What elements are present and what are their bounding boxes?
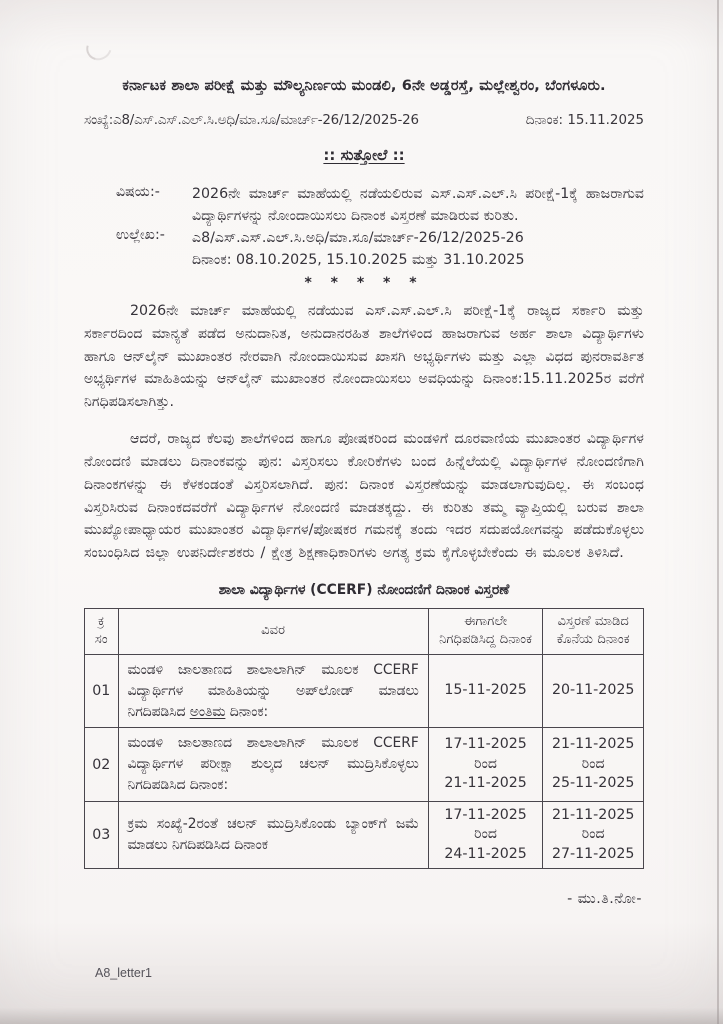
reference-label: ಉಲ್ಲೇಖ:- <box>116 227 165 243</box>
table-row <box>85 728 644 801</box>
header-serial-no: ಕ್ರ ಸಂ <box>85 608 119 654</box>
letter-date: ದಿನಾಂಕ: 15.11.2025 <box>525 113 644 128</box>
row-extended-date <box>543 654 644 727</box>
header-details: ವಿವರ <box>118 608 428 654</box>
row-serial: 01 <box>85 654 119 727</box>
letter-number: ಸಂಖ್ಯೆ:ಎ8/ಎಸ್.ಎಸ್.ಎಲ್.ಸಿ.ಅಧಿ/ಮಾ.ಸೂ/ಮಾರ್ಚ್-26/12/2025-26 <box>84 113 419 128</box>
row-previous-date <box>428 654 543 727</box>
description-text: ಮಂಡಳಿ ಜಾಲತಾಣದ ಶಾಲಾಲಾಗಿನ್ ಮೂಲಕ CCERF ವಿದ್ಯಾರ್ಥಿಗಳ ಮಾಹಿತಿಯನ್ನು ಅಪ್‌ಲೋಡ್ ಮಾಡಲು ನಿಗದಿಪಡಿಸಿದ <box>127 661 419 720</box>
reference-line-1: ಎ8/ಎಸ್.ಎಸ್.ಎಲ್.ಸಿ.ಅಧಿ/ಮಾ.ಸೂ/ಮಾರ್ಚ್-26/12/2025-26 <box>192 230 524 246</box>
date-line: 21-11-2025 <box>551 736 635 753</box>
row-extended-date <box>543 801 644 869</box>
body-paragraph-2: ಆದರೆ, ರಾಜ್ಯದ ಕೆಲವು ಶಾಲೆಗಳಿಂದ ಹಾಗೂ ಪೋಷಕರಿಂದ ಮಂಡಳಿಗೆ ದೂರವಾಣಿಯ ಮುಖಾಂತರ ವಿದ್ಯಾರ್ಥಿಗಳ ನೋಂದಣಿ ಮಾಡಲು ದಿನಾಂಕವನ್ನು ಪುನ: ವಿಸ್ತರಿಸಲು ಕೋರಿಕೆಗಳು ಬಂದ ಹಿನ್ನೆಲೆಯಲ್ಲಿ ವಿದ್ಯಾರ್ಥಿಗಳ ನೋಂದಣಿಗಾಗಿ ದಿನಾಂಕಗಳನ್ನು ಈ ಕೆಳಕಂಡಂತೆ ವಿಸ್ತರಿಸಲಾಗಿದೆ. ಪುನ: ದಿನಾಂಕ ವಿಸ್ತರಣೆಯನ್ನು ಮಾಡಲಾಗುವುದಿಲ್ಲ. ಈ ಸಂಬಂಧ ವಿಸ್ತರಿಸಿರುವ ದಿನಾಂಕದವರೆಗೆ ವಿದ್ಯಾರ್ಥಿಗಳ ನೋಂದಣಿ ಮಾಡತಕ್ಕದ್ದು. ಈ ಕುರಿತು ತಮ್ಮ ವ್ಯಾಪ್ತಿಯಲ್ಲಿ ಬರುವ ಶಾಲಾ ಮುಖ್ಯೋಪಾಧ್ಯಾಯರ ಮುಖಾಂತರ ವಿದ್ಯಾರ್ಥಿಗಳ/ಪೋಷಕರ ಗಮನಕ್ಕೆ ತಂದು ಇದರ ಸದುಪಯೋಗವನ್ನು ಪಡೆದುಕೊಳ್ಳಲು ಸಂಬಂಧಿಸಿದ ಜಿಲ್ಲಾ ಉಪನಿರ್ದೇಶಕರು / ಕ್ಷೇತ್ರ ಶಿಕ್ಷಣಾಧಿಕಾರಿಗಳು ಅಗತ್ಯ ಕ್ರಮ ಕೈಗೊಳ್ಳಬೇಕೆಂದು ಈ ಮೂಲಕ ತಿಳಿಸಿದೆ. <box>84 431 644 562</box>
subject-label: ವಿಷಯ:- <box>116 184 160 200</box>
organization-title: ಕರ್ನಾಟಕ ಶಾಲಾ ಪರೀಕ್ಷೆ ಮತ್ತು ಮೌಲ್ಯನಿರ್ಣಯ ಮಂಡಲಿ, 6ನೇ ಅಡ್ಡರಸ್ತೆ, ಮಲ್ಲೇಶ್ವರಂ, ಬೆಂಗಳೂರು. <box>122 77 606 94</box>
date-line: ರಿಂದ <box>581 826 605 843</box>
reference-row <box>116 227 644 271</box>
date-line: 17-11-2025 <box>444 736 527 753</box>
reference-number-row <box>84 113 644 128</box>
circular-title: :: ಸುತ್ತೋಲೆ :: <box>323 146 405 164</box>
date-line: 27-11-2025 <box>551 845 635 862</box>
table-row <box>85 654 644 727</box>
date-line: ರಿಂದ <box>474 755 498 772</box>
description-text: ಕ್ರಮ ಸಂಖ್ಯೆ-2ರಂತೆ ಚಲನ್ ಮುದ್ರಿಸಿಕೊಂಡು ಬ್ಯಾಂಕ್‌ಗೆ ಜಮೆ ಮಾಡಲು ನಿಗದಿಪಡಿಸಿದ ದಿನಾಂಕ <box>127 816 419 853</box>
date-line: 21-11-2025 <box>551 806 635 823</box>
table-row <box>85 801 644 869</box>
reference-line-2: ದಿನಾಂಕ: 08.10.2025, 15.10.2025 ಮತ್ತು 31.10.2025 <box>192 252 525 268</box>
row-previous-date <box>428 801 543 869</box>
row-description <box>118 654 428 727</box>
date-line: 25-11-2025 <box>551 775 635 792</box>
subject-reference-block <box>84 184 644 271</box>
header-previous-date: ಈಗಾಗಲೇ ನಿಗಧಿಪಡಿಸಿದ್ದ ದಿನಾಂಕ <box>428 608 543 654</box>
row-previous-date <box>428 728 543 801</box>
row-description <box>118 728 428 801</box>
row-serial: 03 <box>85 801 119 869</box>
pen-scan-mark <box>82 31 117 65</box>
body-paragraph-1: 2026ನೇ ಮಾರ್ಚ್ ಮಾಹೆಯಲ್ಲಿ ನಡೆಯುವ ಎಸ್.ಎಸ್.ಎಲ್.ಸಿ ಪರೀಕ್ಷೆ-1ಕ್ಕೆ ರಾಜ್ಯದ ಸರ್ಕಾರಿ ಮತ್ತು ಸರ್ಕಾರದಿಂದ ಮಾನ್ಯತೆ ಪಡೆದ ಅನುದಾನಿತ, ಅನುದಾನರಹಿತ ಶಾಲೆಗಳಿಂದ ಹಾಜರಾಗುವ ಅರ್ಹ ಶಾಲಾ ವಿದ್ಯಾರ್ಥಿಗಳು ಹಾಗೂ ಆನ್‌ಲೈನ್ ಮುಖಾಂತರ ನೇರವಾಗಿ ನೋಂದಾಯಿಸುವ ಖಾಸಗಿ ಅಭ್ಯರ್ಥಿಗಳು ಮತ್ತು ಎಲ್ಲಾ ವಿಧದ ಪುನರಾವರ್ತಿತ ಅಭ್ಯರ್ಥಿಗಳ ಮಾಹಿತಿಯನ್ನು ಆನ್‌ಲೈನ್ ಮುಖಾಂತರ ನೋಂದಾಯಿಸಲು ಅವಧಿಯನ್ನು ದಿನಾಂಕ:15.11.2025ರ ವರೆಗೆ ನಿಗಧಿಪಡಿಸಲಾಗಿತ್ತು. <box>84 303 644 411</box>
row-description <box>118 801 428 869</box>
subject-row <box>116 184 644 227</box>
date-line: 15-11-2025 <box>444 682 527 699</box>
date-line: 24-11-2025 <box>444 845 527 862</box>
scan-edge-line <box>717 0 719 1024</box>
date-line: ರಿಂದ <box>581 755 605 772</box>
row-serial: 02 <box>85 728 119 801</box>
date-line: 17-11-2025 <box>444 806 527 823</box>
pto-note: - ಮು.ತಿ.ನೋ- <box>567 891 642 908</box>
subject-text: 2026ನೇ ಮಾರ್ಚ್ ಮಾಹೆಯಲ್ಲಿ ನಡೆಯಲಿರುವ ಎಸ್.ಎಸ್.ಎಲ್.ಸಿ ಪರೀಕ್ಷೆ-1ಕ್ಕೆ ಹಾಜರಾಗುವ ವಿದ್ಯಾರ್ಥಿಗಳನ್ನು ನೋಂದಾಯಿಸಲು ದಿನಾಂಕ ವಿಸ್ತರಣೆ ಮಾಡಿರುವ ಕುರಿತು. <box>192 186 644 224</box>
date-line: 20-11-2025 <box>551 682 635 699</box>
date-line: 21-11-2025 <box>444 775 527 792</box>
description-text: ದಿನಾಂಕ: <box>225 703 269 720</box>
table-title: ಶಾಲಾ ವಿದ್ಯಾರ್ಥಿಗಳ (CCERF) ನೋಂದಣಿಗೆ ದಿನಾಂಕ ವಿಸ್ತರಣೆ <box>218 581 510 598</box>
table-header-row <box>85 608 644 654</box>
footer-file-label: A8_letter1 <box>95 966 152 980</box>
asterisk-separator: * * * * * <box>304 275 424 291</box>
date-line: ರಿಂದ <box>474 826 498 843</box>
description-underlined-word: ಅಂತಿಮ <box>189 703 226 720</box>
row-extended-date <box>543 728 644 801</box>
header-extended-date: ವಿಸ್ತರಣೆ ಮಾಡಿದ ಕೊನೆಯ ದಿನಾಂಕ <box>543 608 644 654</box>
reference-lines <box>192 227 644 271</box>
description-text: ಮಂಡಳಿ ಜಾಲತಾಣದ ಶಾಲಾಲಾಗಿನ್ ಮೂಲಕ CCERF ವಿದ್ಯಾರ್ಥಿಗಳ ಪರೀಕ್ಷಾ ಶುಲ್ಕದ ಚಲನ್ ಮುದ್ರಿಸಿಕೊಳ್ಳಲು ನಿಗದಿಪಡಿಸಿದ ದಿನಾಂಕ: <box>127 735 419 793</box>
date-extension-table <box>84 608 644 869</box>
letter-content <box>84 76 644 907</box>
